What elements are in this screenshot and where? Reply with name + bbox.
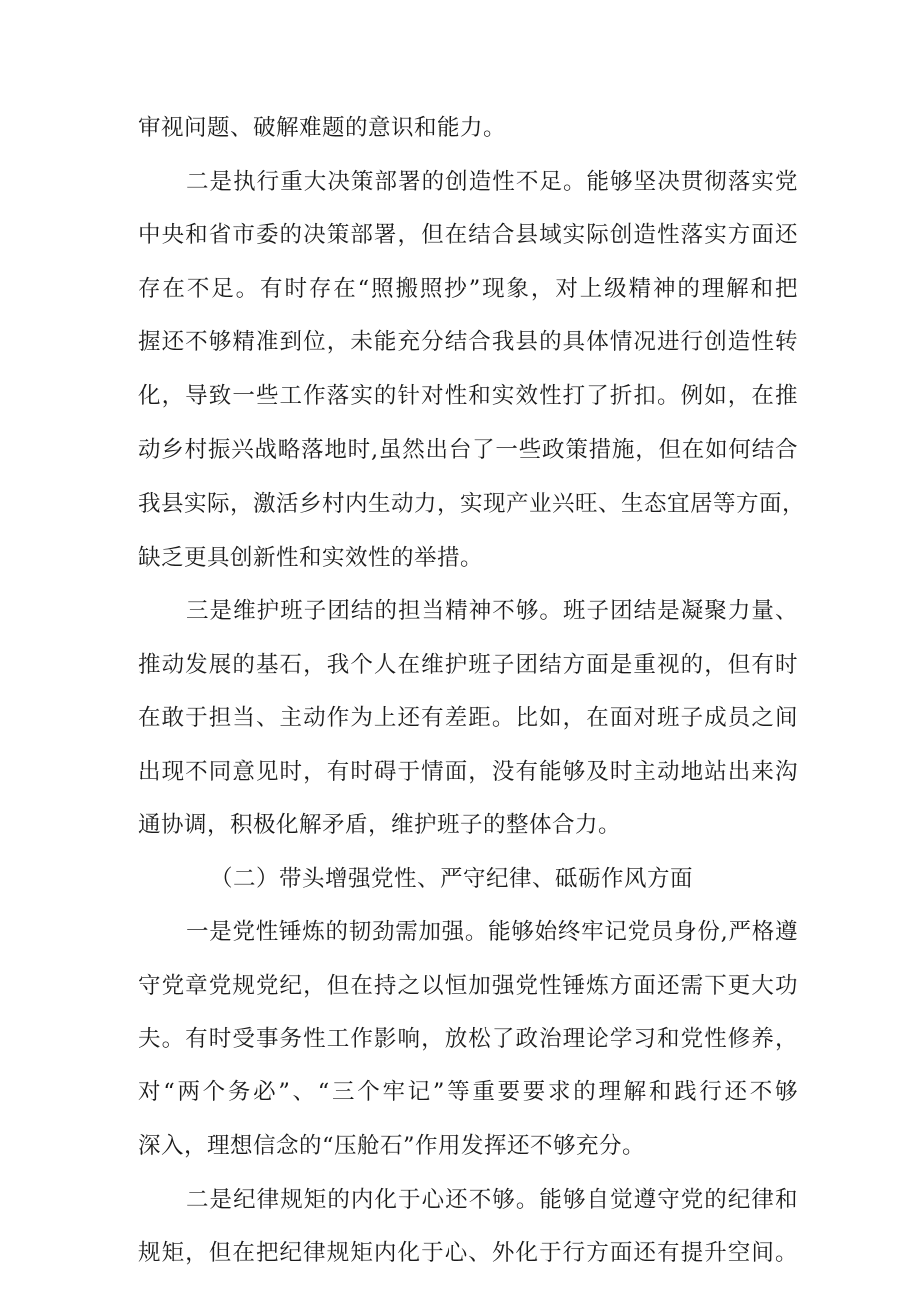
paragraph-line: 缺乏更具创新性和实效性的举措。 xyxy=(138,545,484,571)
paragraph-line: 三是维护班子团结的担当精神不够。班子团结是凝聚力量、 xyxy=(186,598,798,624)
paragraph-line: 通协调，积极化解矛盾，维护班子的整体合力。 xyxy=(138,812,622,838)
paragraph-line: 出现不同意见时，有时碍于情面，没有能够及时主动地站出来沟 xyxy=(138,759,798,785)
paragraph-line: 一是党性锤炼的韧劲需加强。能够始终牢记党员身份,严格遵 xyxy=(186,919,798,945)
paragraph-line: 推动发展的基石，我个人在维护班子团结方面是重视的，但有时 xyxy=(138,652,798,678)
paragraph-line: 规矩，但在把纪律规矩内化于心、外化于行方面还有提升空间。 xyxy=(138,1240,798,1266)
paragraph-line: 夫。有时受事务性工作影响，放松了政治理论学习和党性修养， xyxy=(138,1026,798,1052)
paragraph-line: 审视问题、破解难题的意识和能力。 xyxy=(138,115,507,141)
paragraph-line: 二是执行重大决策部署的创造性不足。能够坚决贯彻落实党 xyxy=(186,169,798,195)
paragraph-line: 化，导致一些工作落实的针对性和实效性打了折扣。例如，在推 xyxy=(138,383,798,409)
paragraph-line: 握还不够精准到位，未能充分结合我县的具体情况进行创造性转 xyxy=(138,329,798,355)
paragraph-line: 中央和省市委的决策部署，但在结合县域实际创造性落实方面还 xyxy=(138,222,798,248)
paragraph-line: 动乡村振兴战略落地时,虽然出台了一些政策措施，但在如何结合 xyxy=(138,437,798,463)
section-heading: （二）带头增强党性、严守纪律、砥砺作风方面 xyxy=(210,866,694,892)
paragraph-line: 守党章党规党纪，但在持之以恒加强党性锤炼方面还需下更大功 xyxy=(138,973,798,999)
paragraph-line: 对“两个务必”、“三个牢记”等重要要求的理解和践行还不够 xyxy=(138,1079,798,1105)
paragraph-line: 深入，理想信念的“压舱石”作用发挥还不够充分。 xyxy=(138,1133,646,1159)
paragraph-line: 在敢于担当、主动作为上还有差距。比如，在面对班子成员之间 xyxy=(138,705,798,731)
paragraph-line: 二是纪律规矩的内化于心还不够。能够自觉遵守党的纪律和 xyxy=(186,1187,798,1213)
paragraph-line: 存在不足。有时存在“照搬照抄”现象，对上级精神的理解和把 xyxy=(138,276,798,302)
paragraph-line: 我县实际，激活乡村内生动力，实现产业兴旺、生态宜居等方面， xyxy=(138,491,806,517)
